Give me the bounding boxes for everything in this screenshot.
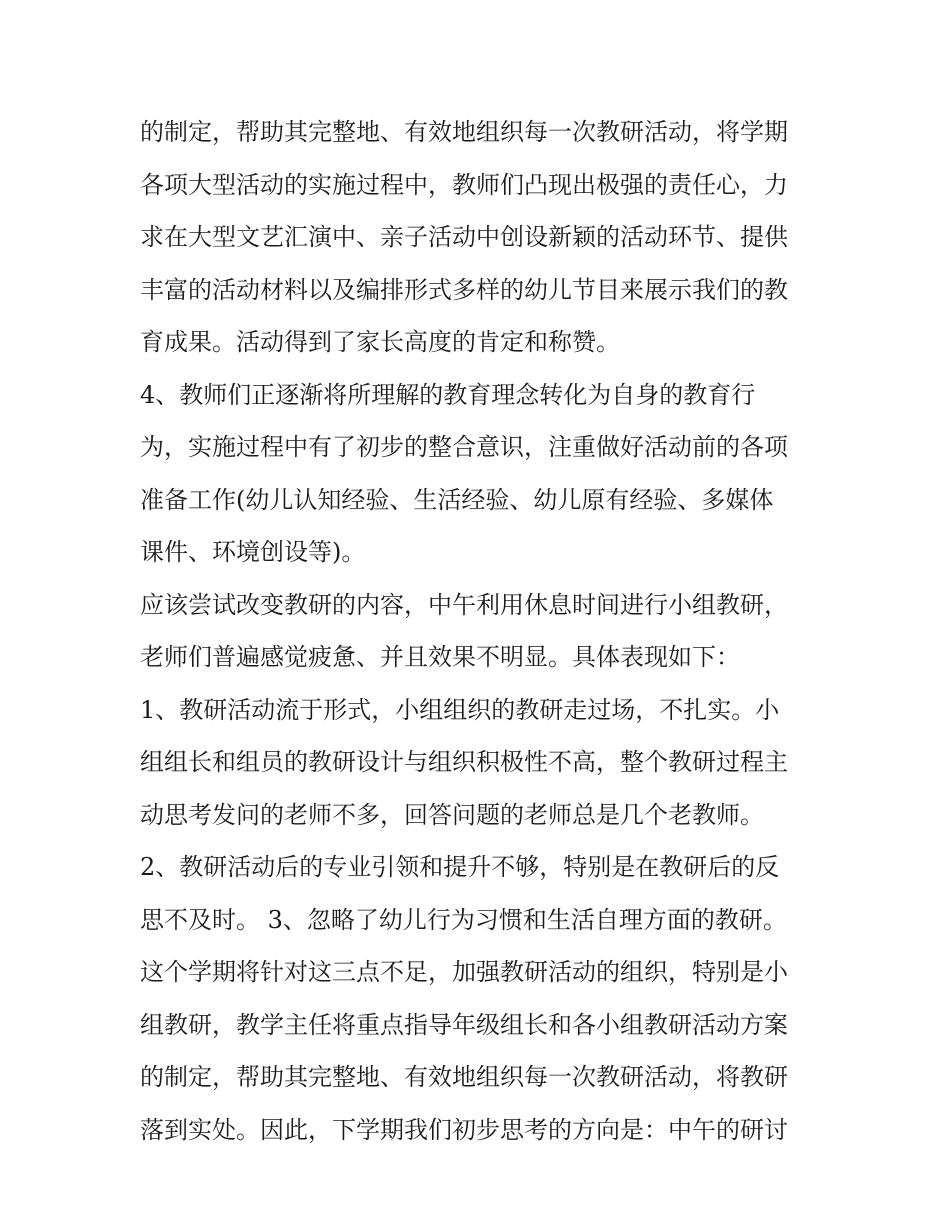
text-line: 丰富的活动材料以及编排形式多样的幼儿节目来展示我们的教 <box>140 275 788 304</box>
text-line: 的制定，帮助其完整地、有效地组织每一次教研活动，将学期 <box>140 118 788 146</box>
text-line: 各项大型活动的实施过程中，教师们凸现出极强的责任心，力 <box>140 170 788 199</box>
text-line: 组组长和组员的教研设计与组织积极性不高，整个教研过程主 <box>140 748 788 776</box>
text-line: 育成果。活动得到了家长高度的肯定和称赞。 <box>140 328 620 356</box>
text-line: 课件、环境创设等)。 <box>140 538 366 566</box>
body-text <box>140 106 820 1156</box>
text-line: 的制定，帮助其完整地、有效地组织每一次教研活动，将教研 <box>140 1063 788 1091</box>
text-line: 组教研，教学主任将重点指导年级组长和各小组教研活动方案 <box>140 1010 788 1039</box>
text-line: 为，实施过程中有了初步的整合意识，注重做好活动前的各项 <box>140 433 788 461</box>
text-line: 求在大型文艺汇演中、亲子活动中创设新颖的活动环节、提供 <box>140 223 788 251</box>
text-line: 2、教研活动后的专业引领和提升不够，特别是在教研后的反 <box>140 853 780 881</box>
text-line: 准备工作(幼儿认知经验、生活经验、幼儿原有经验、多媒体 <box>140 485 774 514</box>
text-line: 动思考发问的老师不多，回答问题的老师总是几个老教师。 <box>140 800 764 829</box>
text-line: 老师们普遍感觉疲惫、并且效果不明显。具体表现如下： <box>140 643 740 671</box>
text-line: 1、教研活动流于形式，小组组织的教研走过场，不扎实。小 <box>140 695 780 724</box>
text-line: 思不及时。 3、忽略了幼儿行为习惯和生活自理方面的教研。 <box>140 905 787 934</box>
text-line: 4、教师们正逐渐将所理解的教育理念转化为自身的教育行 <box>140 380 756 409</box>
text-line: 落到实处。因此，下学期我们初步思考的方向是：中午的研讨 <box>140 1115 788 1144</box>
text-line: 应该尝试改变教研的内容，中午利用休息时间进行小组教研， <box>140 590 788 619</box>
text-line: 这个学期将针对这三点不足，加强教研活动的组织，特别是小 <box>140 958 788 986</box>
